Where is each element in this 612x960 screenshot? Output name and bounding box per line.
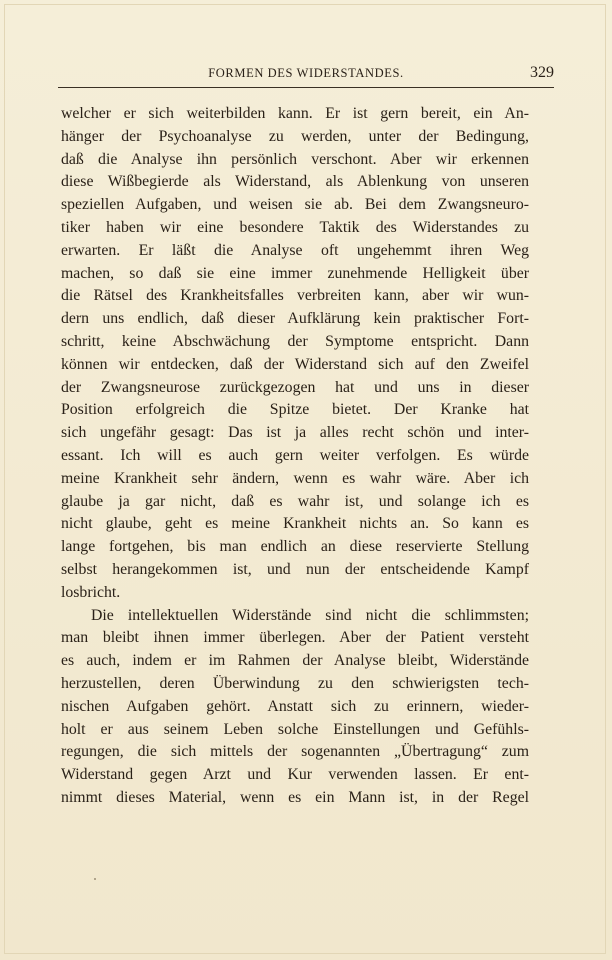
paragraph <box>61 605 529 810</box>
text-line: essant. Ich will es auch gern weiter verfolgen. Es würde <box>61 446 529 464</box>
text-line: erwarten. Er läßt die Analyse oft ungehemmt ihren Weg <box>61 241 529 259</box>
text-line: können wir entdecken, daß der Widerstand sich auf den Zweifel <box>61 355 529 373</box>
text-line: speziellen Aufgaben, und weisen sie ab. Bei dem Zwangsneuro- <box>61 196 529 214</box>
text-line: daß die Analyse ihn persönlich verschont. Aber wir erkennen <box>61 150 529 168</box>
text-line: hänger der Psychoanalyse zu werden, unter der Bedingung, <box>61 127 529 145</box>
text-line: herzustellen, deren Überwindung zu den schwierigsten tech- <box>61 674 529 692</box>
text-line: Position erfolgreich die Spitze bietet. Der Kranke hat <box>61 401 529 419</box>
page-number: 329 <box>530 64 554 81</box>
text-line: der Zwangsneurose zurückgezogen hat und uns in dieser <box>61 378 529 396</box>
text-line: sich ungefähr gesagt: Das ist ja alles recht schön und inter- <box>61 424 529 442</box>
paragraph <box>61 103 529 605</box>
text-line: losbricht. <box>61 583 121 601</box>
text-line: nischen Aufgaben gehört. Anstatt sich zu erinnern, wieder- <box>61 697 529 715</box>
text-line: nimmt dieses Material, wenn es ein Mann ist, in der Regel <box>61 788 529 806</box>
text-line: dern uns endlich, daß dieser Aufklärung kein praktischer Fort- <box>61 310 529 328</box>
paper-speck <box>94 878 96 880</box>
text-line: glaube ja gar nicht, daß es wahr ist, und solange ich es <box>61 492 529 510</box>
text-line: nicht glaube, geht es meine Krankheit nichts an. So kann es <box>61 515 529 533</box>
text-line: tiker haben wir eine besondere Taktik des Widerstandes zu <box>61 218 529 236</box>
text-line: schritt, keine Abschwächung der Symptome entspricht. Dann <box>61 332 529 350</box>
text-line: lange fortgehen, bis man endlich an diese reservierte Stellung <box>61 538 529 556</box>
header-rule <box>58 87 554 88</box>
text-line: selbst herangekommen ist, und nun der entscheidende Kampf <box>61 560 529 578</box>
text-line: es auch, indem er im Rahmen der Analyse bleibt, Widerstände <box>61 652 529 670</box>
text-line: die Rätsel des Krankheitsfalles verbreiten kann, aber wir wun- <box>61 287 529 305</box>
text-line: welcher er sich weiterbilden kann. Er ist gern bereit, ein An- <box>61 105 529 122</box>
body-text <box>61 103 529 810</box>
text-line: Widerstand gegen Arzt und Kur verwenden lassen. Er ent- <box>61 766 529 784</box>
text-line: meine Krankheit sehr ändern, wenn es wahr wäre. Aber ich <box>61 469 529 487</box>
text-line: man bleibt ihnen immer überlegen. Aber der Patient versteht <box>61 629 529 647</box>
text-line: machen, so daß sie eine immer zunehmende Helligkeit über <box>61 264 529 282</box>
text-line: diese Wißbegierde als Widerstand, als Ablenkung von unseren <box>61 173 529 191</box>
running-head: FORMEN DES WIDERSTANDES. <box>208 66 404 80</box>
text-line: holt er aus seinem Leben solche Einstellungen und Gefühls- <box>61 720 529 738</box>
page-header <box>58 64 554 84</box>
text-line: Die intellektuellen Widerstände sind nicht die schlimmsten; <box>91 606 529 624</box>
text-line: regungen, die sich mittels der sogenannten „Übertragung“ zum <box>61 743 529 761</box>
